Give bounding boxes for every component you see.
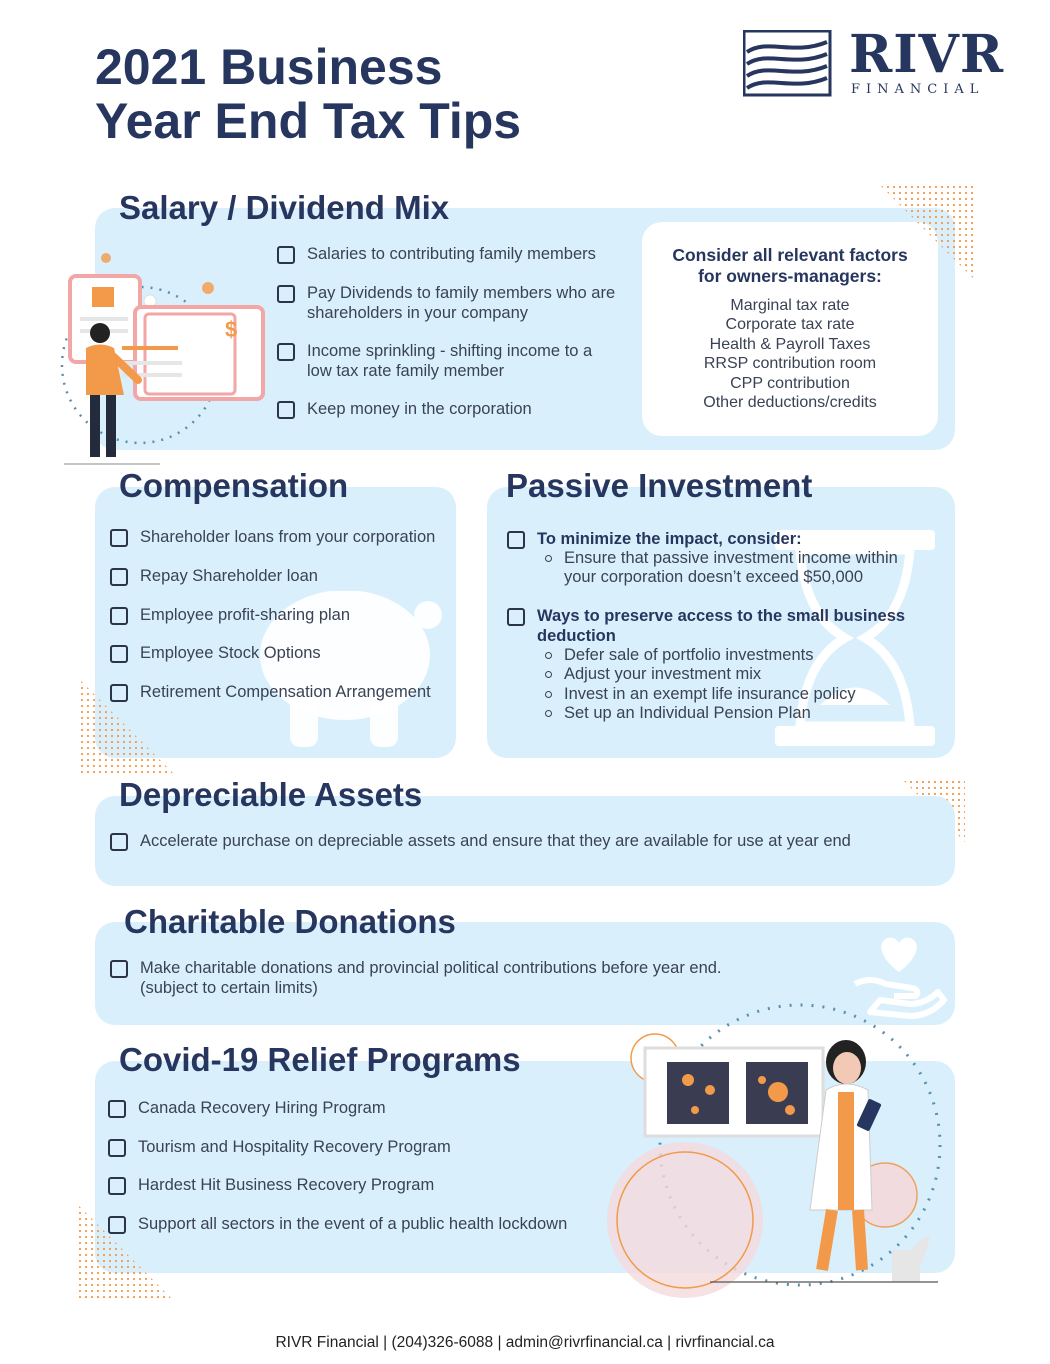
covid-item-1[interactable] bbox=[108, 1099, 386, 1119]
passive-title: Passive Investment bbox=[506, 467, 813, 504]
checkbox[interactable] bbox=[110, 568, 128, 586]
svg-text:$: $ bbox=[225, 317, 238, 342]
compensation-item-label: Employee profit-sharing plan bbox=[140, 606, 351, 624]
passive-subitem: Adjust your investment mix bbox=[541, 665, 921, 684]
passive-subitem: Ensure that passive investment income within your corporation doesn’t exceed $50,000 bbox=[541, 549, 921, 588]
covid-item-2[interactable] bbox=[108, 1138, 451, 1158]
compensation-title: Compensation bbox=[119, 467, 349, 504]
footer-contact: RIVR Financial | (204)326-6088 | admin@rivrfinancial.ca | rivrfinancial.ca bbox=[275, 1334, 775, 1351]
passive-subitem: Invest in an exempt life insurance policy bbox=[541, 685, 921, 704]
passive-sublist-2 bbox=[541, 646, 921, 723]
passive-group-2[interactable] bbox=[507, 607, 927, 646]
checkbox[interactable] bbox=[110, 529, 128, 547]
charitable-title: Charitable Donations bbox=[124, 903, 456, 940]
salary-item-3[interactable] bbox=[277, 342, 617, 381]
factors-heading: Consider all relevant factors for owners-managers: bbox=[672, 245, 908, 286]
factor-item: Other deductions/credits bbox=[703, 394, 877, 412]
passive-group-heading: Ways to preserve access to the small business deduction bbox=[537, 607, 906, 645]
dot-pattern-decoration bbox=[880, 185, 975, 280]
dot-pattern-decoration bbox=[80, 680, 175, 775]
checkbox[interactable] bbox=[108, 1100, 126, 1118]
compensation-item-1[interactable] bbox=[110, 528, 435, 548]
logo-subtitle: FINANCIAL bbox=[851, 82, 985, 97]
covid-item-3[interactable] bbox=[108, 1176, 434, 1196]
checkbox[interactable] bbox=[507, 608, 525, 626]
compensation-item-label: Retirement Compensation Arrangement bbox=[140, 683, 431, 701]
compensation-item-3[interactable] bbox=[110, 606, 350, 626]
salary-item-label: Income sprinkling - shifting income to a low tax rate family member bbox=[307, 342, 593, 380]
page-title bbox=[95, 40, 521, 148]
factor-item: Health & Payroll Taxes bbox=[709, 335, 871, 353]
salary-title: Salary / Dividend Mix bbox=[119, 189, 450, 226]
salary-item-label: Pay Dividends to family members who are shareholders in your company bbox=[307, 284, 616, 322]
factor-item: RRSP contribution room bbox=[703, 355, 877, 373]
title-line-1: 2021 Business bbox=[95, 39, 443, 95]
covid-title: Covid-19 Relief Programs bbox=[119, 1041, 521, 1078]
doctor-illustration bbox=[600, 1000, 950, 1300]
covid-item-label: Tourism and Hospitality Recovery Program bbox=[138, 1138, 451, 1156]
wave-logo-icon bbox=[743, 30, 833, 98]
checkbox[interactable] bbox=[277, 246, 295, 264]
compensation-item-label: Shareholder loans from your corporation bbox=[140, 528, 436, 546]
checkbox[interactable] bbox=[507, 531, 525, 549]
passive-group-heading: To minimize the impact, consider: bbox=[537, 530, 802, 548]
factor-item: CPP contribution bbox=[730, 374, 850, 392]
checkbox[interactable] bbox=[110, 645, 128, 663]
title-line-2: Year End Tax Tips bbox=[95, 93, 522, 149]
compensation-item-label: Repay Shareholder loan bbox=[140, 567, 318, 585]
checkbox[interactable] bbox=[108, 1177, 126, 1195]
depreciable-item-label: Accelerate purchase on depreciable assets and ensure that they are available for use at year end bbox=[140, 832, 851, 850]
factor-item: Marginal tax rate bbox=[730, 297, 850, 314]
checkbox[interactable] bbox=[277, 401, 295, 419]
logo-wordmark: RIVR bbox=[849, 24, 1005, 85]
rivr-logo bbox=[743, 24, 1005, 100]
checkbox[interactable] bbox=[108, 1216, 126, 1234]
covid-item-label: Support all sectors in the event of a public health lockdown bbox=[138, 1215, 568, 1233]
salary-item-label: Keep money in the corporation bbox=[307, 400, 532, 418]
salary-item-1[interactable] bbox=[277, 245, 617, 265]
compensation-item-2[interactable] bbox=[110, 567, 318, 587]
covid-item-label: Hardest Hit Business Recovery Program bbox=[138, 1176, 435, 1194]
covid-item-label: Canada Recovery Hiring Program bbox=[138, 1099, 386, 1117]
office-worker-illustration bbox=[50, 245, 275, 470]
checkbox[interactable] bbox=[110, 833, 128, 851]
salary-item-2[interactable] bbox=[277, 284, 617, 323]
factors-list bbox=[642, 296, 938, 412]
compensation-item-4[interactable] bbox=[110, 644, 321, 664]
depreciable-item-1[interactable] bbox=[110, 832, 930, 852]
passive-subitem: Defer sale of portfolio investments bbox=[541, 646, 921, 665]
passive-sublist-1 bbox=[541, 549, 921, 588]
checkbox[interactable] bbox=[110, 960, 128, 978]
checkbox[interactable] bbox=[277, 285, 295, 303]
checkbox[interactable] bbox=[108, 1139, 126, 1157]
passive-group-1[interactable] bbox=[507, 530, 927, 550]
depreciable-title: Depreciable Assets bbox=[119, 776, 423, 813]
checkbox[interactable] bbox=[110, 607, 128, 625]
covid-item-4[interactable] bbox=[108, 1215, 567, 1235]
checkbox[interactable] bbox=[277, 343, 295, 361]
compensation-item-label: Employee Stock Options bbox=[140, 644, 321, 662]
charitable-item-1[interactable] bbox=[110, 959, 760, 998]
passive-subitem: Set up an Individual Pension Plan bbox=[541, 704, 921, 723]
charitable-item-label: Make charitable donations and provincial political contributions before year end. (subject to certain limits) bbox=[140, 959, 722, 997]
salary-item-4[interactable] bbox=[277, 400, 617, 420]
factor-item: Corporate tax rate bbox=[725, 316, 855, 334]
salary-item-label: Salaries to contributing family members bbox=[307, 245, 596, 263]
